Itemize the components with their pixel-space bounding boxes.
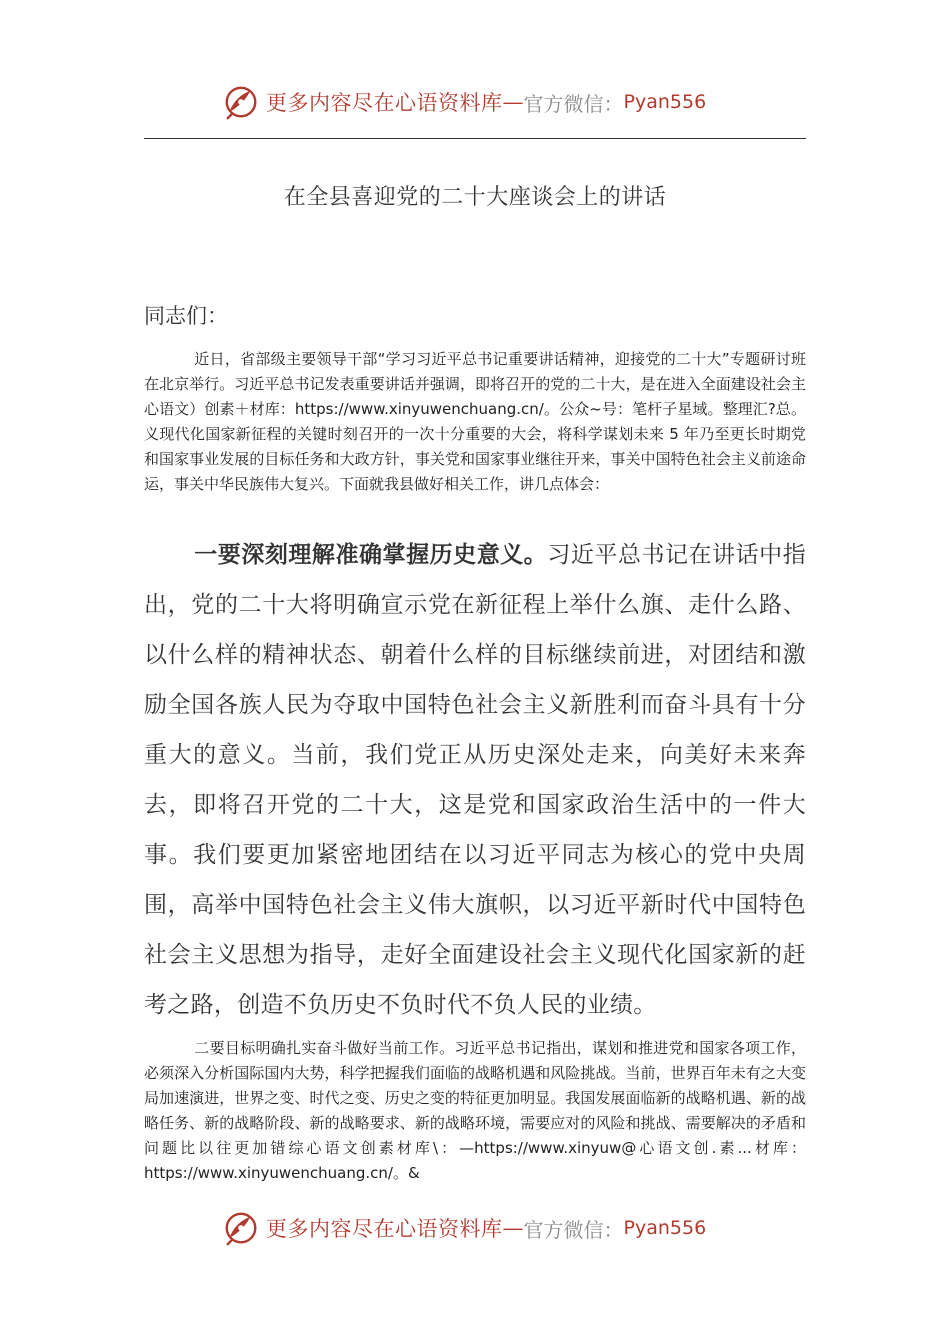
banner-wechat-id: Pyan556 [623,91,707,113]
point-one-heading: 一要深刻理解准确掌握历史意义。 [194,542,548,568]
footer-main-text: 更多内容尽在心语资料库 [266,1217,503,1241]
paragraph-point-two [144,1036,806,1186]
footer-wechat-label: 官方微信： [523,1217,624,1242]
paragraph-intro [144,347,806,497]
point-two-text: 二要目标明确扎实奋斗做好当前工作。习近平总书记指出，谋划和推进党和国家各项工作，必须深入分析国际国内大势，科学把握我们面临的战略机遇和风险挑战。当前，世界百年未有之大变局加速演进，世界之变、时代之变、历史之变的特征更加明显。我国发展面临新的战略机遇、新的战略任务、新的战略阶段、新的战略要求、新的战略环境，需要应对的风险和挑战、需要解决的矛盾和问题比以往更加错综心语文创素材库\：—https://www.xinyuw@心语文创.素...材库：https://www.xinyuwenchuang.cn/。& [144,1039,806,1182]
banner-wechat-label: 官方微信： [523,91,624,116]
footer-separator: — [502,1216,524,1240]
header-banner [222,80,742,124]
paragraph-point-one [144,530,806,1030]
footer-banner [222,1206,742,1250]
pen-logo-icon [222,1209,260,1247]
salutation: 同志们： [144,304,228,328]
footer-wechat-id: Pyan556 [623,1217,707,1239]
point-one-body: 习近平总书记在讲话中指出，党的二十大将明确宣示党在新征程上举什么旗、走什么路、以什么样的精神状态、朝着什么样的目标继续前进，对团结和激励全国各族人民为夺取中国特色社会主义新胜利而奋斗具有十分重大的意义。当前，我们党正从历史深处走来，向美好未来奔去，即将召开党的二十大，这是党和国家政治生活中的一件大事。我们要更加紧密地团结在以习近平同志为核心的党中央周围，高举中国特色社会主义伟大旗帜，以习近平新时代中国特色社会主义思想为指导，走好全面建设社会主义现代化国家新的赶考之路，创造不负历史不负时代不负人民的业绩。 [144,542,806,1018]
header-divider [144,138,806,139]
document-title: 在全县喜迎党的二十大座谈会上的讲话 [283,185,667,210]
pen-logo-icon [222,83,260,121]
banner-separator: — [502,90,524,114]
paragraph-intro-text: 近日，省部级主要领导干部“学习习近平总书记重要讲话精神，迎接党的二十大”专题研讨班在北京举行。习近平总书记发表重要讲话并强调，即将召开的党的二十大，是在进入全面建设社会主心语文）创素＋材库：https://www.xinyuwenchuang.cn/。公众~号：笔杆子星域。整理汇?总。义现代化国家新征程的关键时刻召开的一次十分重要的大会，将科学谋划未来 5 年乃至更长时期党和国家事业发展的目标任务和大政方针，事关党和国家事业继往开来，事关中国特色社会主义前途命运，事关中华民族伟大复兴。下面就我县做好相关工作，讲几点体会： [144,350,806,493]
banner-main-text: 更多内容尽在心语资料库 [266,91,503,115]
